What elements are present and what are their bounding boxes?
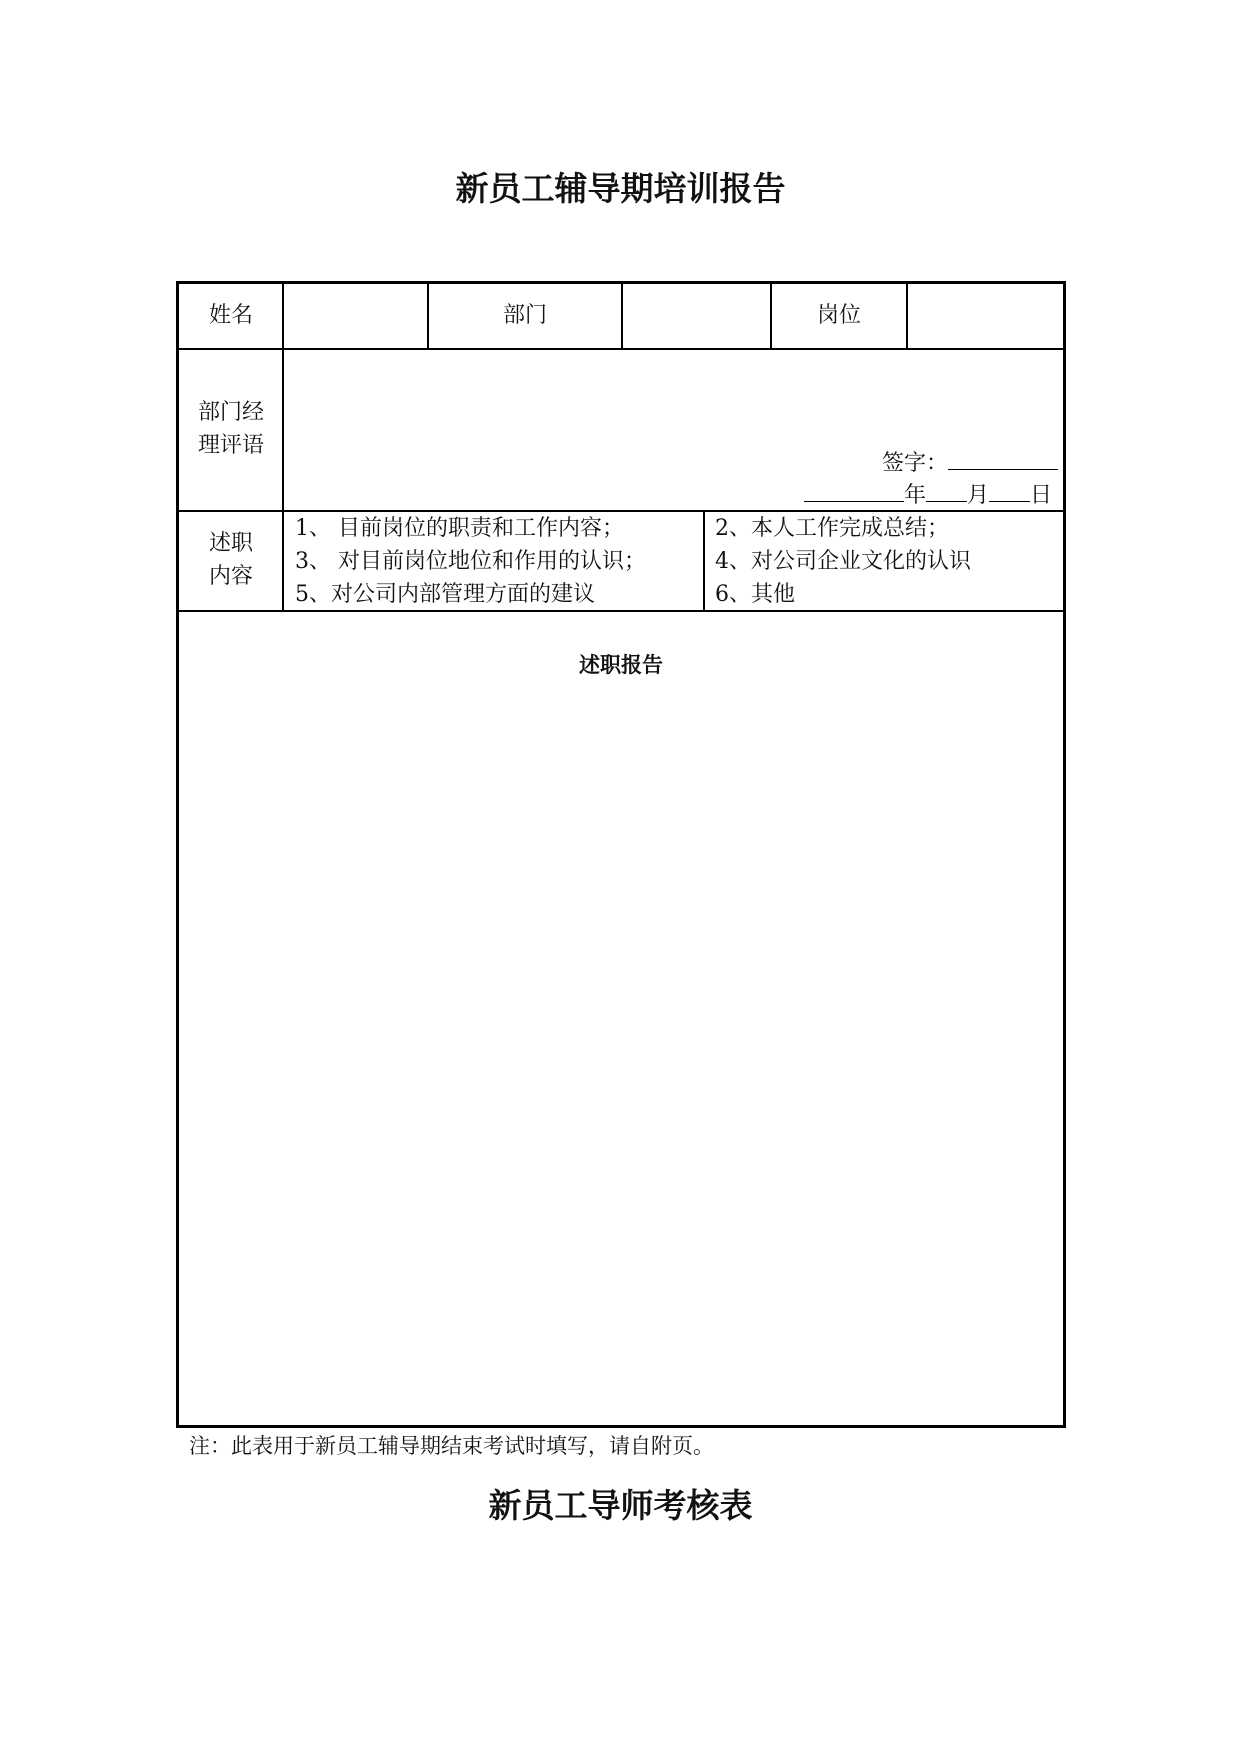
- report-body-field[interactable]: [183, 684, 1059, 1424]
- content-column-divider: [703, 510, 705, 611]
- report-content-label-line2: 内容: [208, 564, 253, 589]
- footnote: 注：此表用于新员工辅导期结束考试时填写，请自附页。: [189, 1434, 714, 1458]
- content-item: 2、本人工作完成总结；: [715, 516, 949, 541]
- position-label: 岗位: [816, 303, 861, 328]
- report-content-label: [179, 527, 283, 593]
- day-label: 日: [1030, 483, 1053, 508]
- report-heading: 述职报告: [579, 653, 663, 677]
- manager-comment-field[interactable]: [284, 350, 1062, 460]
- content-items-right: [715, 512, 971, 611]
- position-field[interactable]: [908, 286, 1062, 346]
- date-line: [804, 477, 1052, 512]
- signature-blank[interactable]: [948, 445, 1058, 470]
- content-item: 5、对公司内部管理方面的建议: [295, 582, 595, 607]
- month-label: 月: [967, 483, 990, 508]
- department-label: 部门: [502, 303, 547, 328]
- training-report-form: [176, 281, 1066, 1428]
- content-item: 1、 目前岗位的职责和工作内容；: [295, 516, 624, 541]
- year-blank[interactable]: [804, 477, 904, 502]
- year-label: 年: [904, 483, 927, 508]
- name-field[interactable]: [284, 286, 426, 346]
- page-title: 新员工辅导期培训报告: [455, 169, 786, 208]
- content-item: 6、其他: [715, 582, 795, 607]
- name-label: 姓名: [208, 303, 253, 328]
- day-blank[interactable]: [989, 477, 1030, 502]
- manager-comment-label-line1: 部门经: [197, 400, 264, 425]
- manager-comment-label-line2: 理评语: [197, 433, 264, 458]
- signature-line: [882, 445, 1058, 480]
- content-item: 3、 对目前岗位地位和作用的认识；: [295, 549, 646, 574]
- second-title: 新员工导师考核表: [488, 1486, 753, 1525]
- content-items-left: [295, 512, 646, 611]
- report-content-label-line1: 述职: [208, 531, 253, 556]
- signature-label: 签字：: [882, 451, 949, 476]
- month-blank[interactable]: [926, 477, 967, 502]
- manager-comment-label: [179, 396, 283, 462]
- content-item: 4、对公司企业文化的认识: [715, 549, 971, 574]
- department-field[interactable]: [623, 286, 769, 346]
